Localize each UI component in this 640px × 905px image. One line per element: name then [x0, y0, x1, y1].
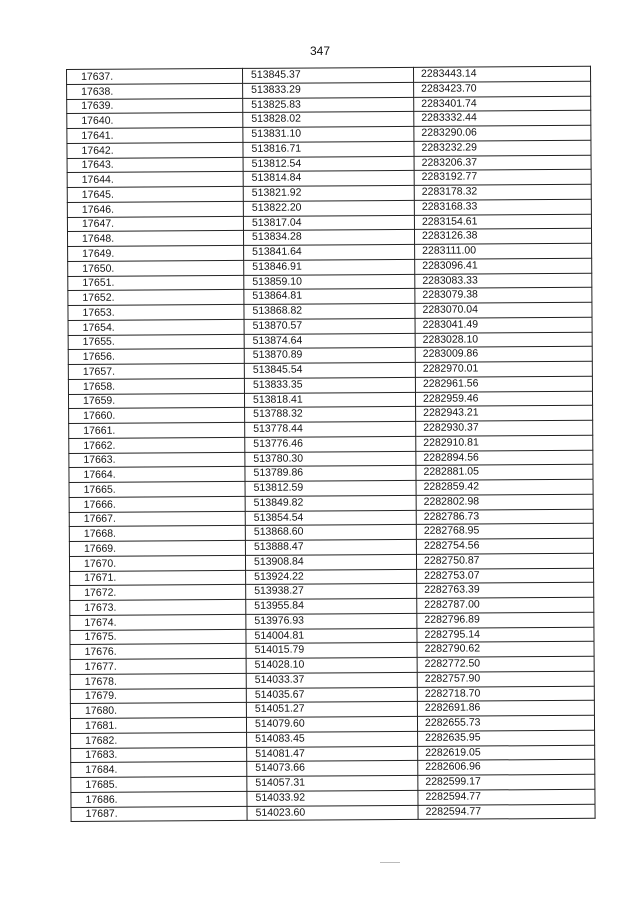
easting-cell: 514073.66: [247, 761, 418, 777]
easting-cell: 513833.29: [243, 82, 414, 98]
table-row: [71, 804, 595, 822]
easting-cell: 513845.37: [242, 67, 413, 83]
northing-cell: 2282718.70: [417, 686, 594, 702]
northing-cell: 2282959.46: [415, 391, 592, 407]
northing-cell: 2282754.56: [416, 538, 593, 554]
northing-cell: 2282786.73: [416, 509, 593, 525]
point-number-cell: 17652.: [68, 290, 244, 306]
page-number: 347: [309, 44, 331, 58]
point-number-cell: 17637.: [67, 68, 243, 84]
northing-cell: 2282768.95: [416, 524, 593, 540]
northing-cell: 2282619.05: [418, 745, 595, 761]
point-number-cell: 17642.: [67, 142, 243, 158]
easting-cell: 513924.22: [246, 569, 417, 585]
easting-cell: 513864.81: [244, 289, 415, 305]
easting-cell: 514079.60: [246, 716, 417, 732]
point-number-cell: 17643.: [67, 157, 243, 173]
point-number-cell: 17660.: [69, 408, 245, 424]
easting-cell: 514028.10: [246, 657, 417, 673]
northing-cell: 2283232.29: [414, 140, 591, 156]
northing-cell: 2283126.38: [414, 229, 591, 245]
easting-cell: 513868.60: [245, 525, 416, 541]
point-number-cell: 17650.: [68, 260, 244, 276]
easting-cell: 513888.47: [245, 539, 416, 555]
easting-cell: 513908.84: [245, 554, 416, 570]
northing-cell: 2283111.00: [415, 243, 592, 259]
easting-cell: 513841.64: [244, 244, 415, 260]
point-number-cell: 17682.: [71, 732, 247, 748]
point-number-cell: 17680.: [70, 703, 246, 719]
point-number-cell: 17673.: [70, 599, 246, 615]
northing-cell: 2283079.38: [415, 288, 592, 304]
coordinates-table-container: [66, 66, 563, 822]
easting-cell: 513780.30: [245, 451, 416, 467]
easting-cell: 513831.10: [243, 126, 414, 142]
easting-cell: 514004.81: [246, 628, 417, 644]
point-number-cell: 17677.: [70, 658, 246, 674]
northing-cell: 2282881.05: [416, 465, 593, 481]
point-number-cell: 17670.: [69, 555, 245, 571]
northing-cell: 2282750.87: [416, 553, 593, 569]
easting-cell: 513778.44: [245, 421, 416, 437]
northing-cell: 2283178.32: [414, 184, 591, 200]
northing-cell: 2282594.77: [418, 804, 595, 820]
easting-cell: 513817.04: [243, 215, 414, 231]
northing-cell: 2282599.17: [418, 774, 595, 790]
northing-cell: 2282691.86: [417, 701, 594, 717]
scan-artifact: [380, 862, 400, 863]
easting-cell: 513955.84: [246, 598, 417, 614]
northing-cell: 2282753.07: [417, 568, 594, 584]
point-number-cell: 17671.: [70, 570, 246, 586]
point-number-cell: 17683.: [71, 747, 247, 763]
northing-cell: 2283206.37: [414, 155, 591, 171]
point-number-cell: 17679.: [70, 688, 246, 704]
point-number-cell: 17675.: [70, 629, 246, 645]
northing-cell: 2282970.01: [415, 361, 592, 377]
easting-cell: 514081.47: [247, 746, 418, 762]
northing-cell: 2283192.77: [414, 170, 591, 186]
point-number-cell: 17641.: [67, 127, 243, 143]
point-number-cell: 17644.: [67, 172, 243, 188]
point-number-cell: 17687.: [71, 806, 247, 822]
northing-cell: 2282943.21: [416, 406, 593, 422]
easting-cell: 513822.20: [243, 200, 414, 216]
northing-cell: 2282795.14: [417, 627, 594, 643]
easting-cell: 513814.84: [243, 171, 414, 187]
easting-cell: 513776.46: [245, 436, 416, 452]
easting-cell: 513818.41: [244, 392, 415, 408]
easting-cell: 514033.92: [247, 790, 418, 806]
northing-cell: 2282594.77: [418, 789, 595, 805]
point-number-cell: 17640.: [67, 113, 243, 129]
easting-cell: 513812.54: [243, 156, 414, 172]
point-number-cell: 17659.: [68, 393, 244, 409]
northing-cell: 2283423.70: [414, 81, 591, 97]
northing-cell: 2282787.00: [417, 597, 594, 613]
point-number-cell: 17665.: [69, 481, 245, 497]
point-number-cell: 17639.: [67, 98, 243, 114]
northing-cell: 2283028.10: [415, 332, 592, 348]
northing-cell: 2283083.33: [415, 273, 592, 289]
point-number-cell: 17655.: [68, 334, 244, 350]
northing-cell: 2282606.96: [418, 760, 595, 776]
easting-cell: 513846.91: [244, 259, 415, 275]
easting-cell: 513788.32: [245, 407, 416, 423]
easting-cell: 513849.82: [245, 495, 416, 511]
northing-cell: 2282635.95: [418, 730, 595, 746]
northing-cell: 2283096.41: [415, 258, 592, 274]
easting-cell: 513825.83: [243, 97, 414, 113]
point-number-cell: 17647.: [67, 216, 243, 232]
easting-cell: 513870.89: [244, 348, 415, 364]
point-number-cell: 17648.: [67, 231, 243, 247]
easting-cell: 513821.92: [243, 185, 414, 201]
easting-cell: 513868.82: [244, 303, 415, 319]
easting-cell: 514051.27: [246, 702, 417, 718]
point-number-cell: 17676.: [70, 644, 246, 660]
point-number-cell: 17656.: [68, 349, 244, 365]
point-number-cell: 17661.: [69, 422, 245, 438]
northing-cell: 2282790.62: [417, 642, 594, 658]
northing-cell: 2283401.74: [414, 96, 591, 112]
point-number-cell: 17672.: [70, 585, 246, 601]
easting-cell: 514035.67: [246, 687, 417, 703]
point-number-cell: 17662.: [69, 437, 245, 453]
northing-cell: 2282894.56: [416, 450, 593, 466]
coordinates-table: [66, 66, 596, 822]
northing-cell: 2282802.98: [416, 494, 593, 510]
northing-cell: 2282763.39: [417, 583, 594, 599]
easting-cell: 514057.31: [247, 775, 418, 791]
point-number-cell: 17649.: [68, 245, 244, 261]
northing-cell: 2282961.56: [415, 376, 592, 392]
point-number-cell: 17678.: [70, 673, 246, 689]
northing-cell: 2283168.33: [414, 199, 591, 215]
northing-cell: 2282772.50: [417, 656, 594, 672]
point-number-cell: 17685.: [71, 776, 247, 792]
northing-cell: 2282859.42: [416, 479, 593, 495]
easting-cell: 513938.27: [246, 584, 417, 600]
point-number-cell: 17654.: [68, 319, 244, 335]
easting-cell: 513789.86: [245, 466, 416, 482]
northing-cell: 2283154.61: [414, 214, 591, 230]
easting-cell: 514033.37: [246, 672, 417, 688]
northing-cell: 2283290.06: [414, 125, 591, 141]
easting-cell: 513833.35: [244, 377, 415, 393]
easting-cell: 513812.59: [245, 480, 416, 496]
easting-cell: 514023.60: [247, 805, 418, 821]
point-number-cell: 17681.: [70, 717, 246, 733]
northing-cell: 2282757.90: [417, 671, 594, 687]
point-number-cell: 17646.: [67, 201, 243, 217]
table-body: [67, 66, 596, 821]
northing-cell: 2282930.37: [416, 420, 593, 436]
point-number-cell: 17657.: [68, 363, 244, 379]
northing-cell: 2282655.73: [417, 715, 594, 731]
easting-cell: 513828.02: [243, 112, 414, 128]
point-number-cell: 17658.: [68, 378, 244, 394]
point-number-cell: 17666.: [69, 496, 245, 512]
point-number-cell: 17663.: [69, 452, 245, 468]
point-number-cell: 17664.: [69, 467, 245, 483]
point-number-cell: 17645.: [67, 186, 243, 202]
easting-cell: 513816.71: [243, 141, 414, 157]
easting-cell: 514083.45: [247, 731, 418, 747]
northing-cell: 2283443.14: [413, 66, 590, 82]
point-number-cell: 17674.: [70, 614, 246, 630]
point-number-cell: 17653.: [68, 304, 244, 320]
northing-cell: 2283041.49: [415, 317, 592, 333]
easting-cell: 514015.79: [246, 643, 417, 659]
point-number-cell: 17686.: [71, 791, 247, 807]
easting-cell: 513854.54: [245, 510, 416, 526]
easting-cell: 513874.64: [244, 333, 415, 349]
point-number-cell: 17667.: [69, 511, 245, 527]
easting-cell: 513859.10: [244, 274, 415, 290]
point-number-cell: 17668.: [69, 526, 245, 542]
northing-cell: 2282796.89: [417, 612, 594, 628]
easting-cell: 513845.54: [244, 362, 415, 378]
easting-cell: 513834.28: [243, 230, 414, 246]
northing-cell: 2282910.81: [416, 435, 593, 451]
point-number-cell: 17684.: [71, 762, 247, 778]
point-number-cell: 17638.: [67, 83, 243, 99]
northing-cell: 2283009.86: [415, 347, 592, 363]
easting-cell: 513976.93: [246, 613, 417, 629]
point-number-cell: 17651.: [68, 275, 244, 291]
easting-cell: 513870.57: [244, 318, 415, 334]
northing-cell: 2283070.04: [415, 302, 592, 318]
northing-cell: 2283332.44: [414, 111, 591, 127]
point-number-cell: 17669.: [69, 540, 245, 556]
